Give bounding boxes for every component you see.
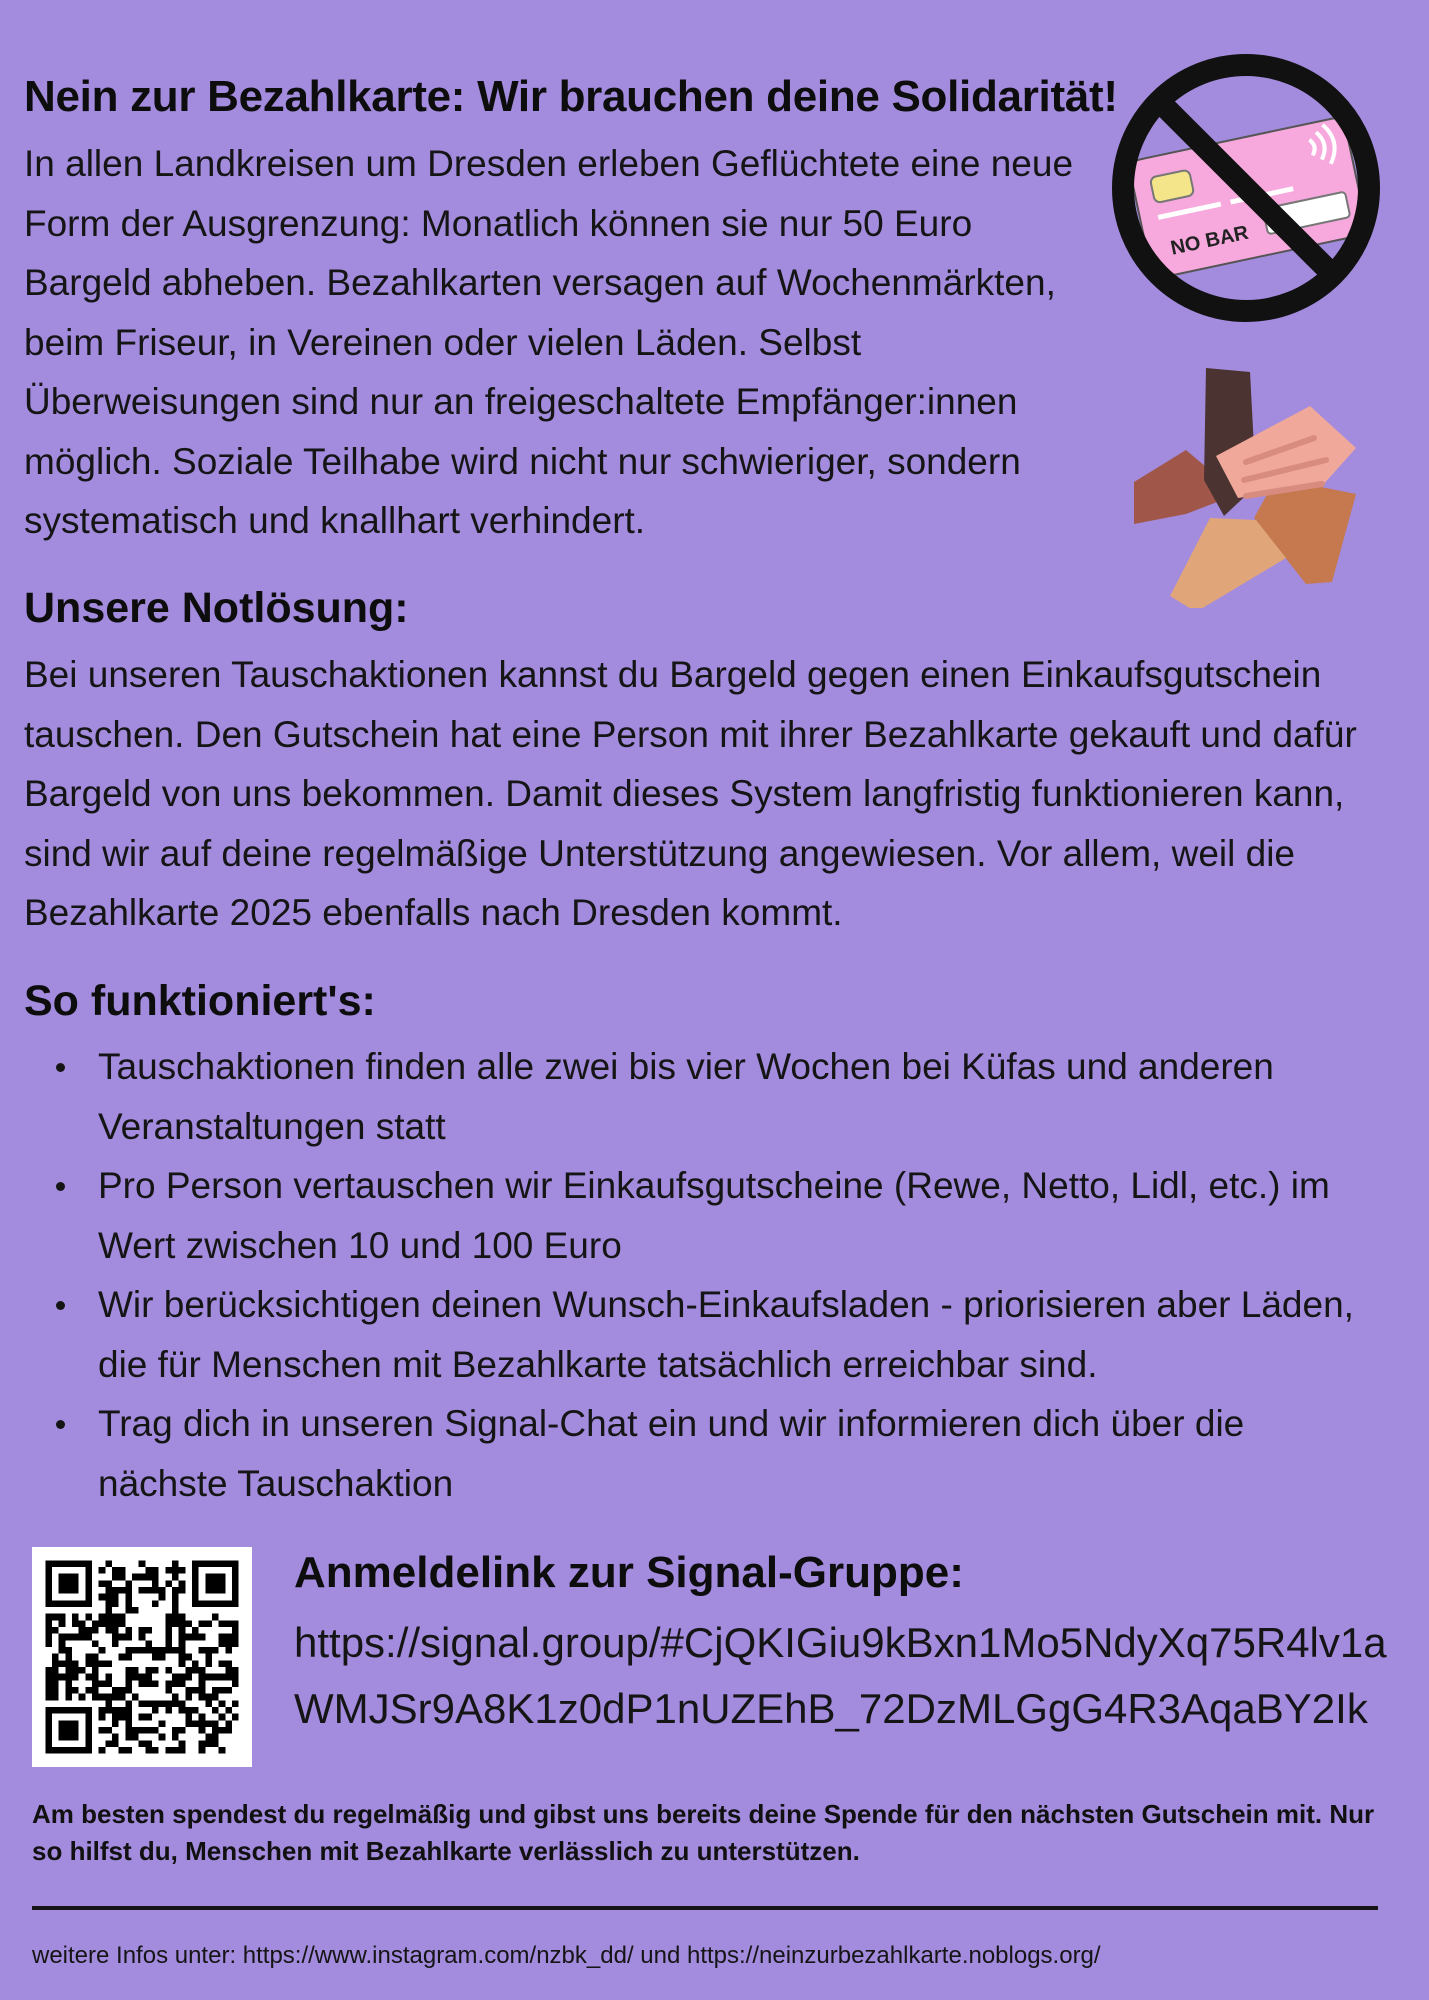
signal-group-link[interactable]: https://signal.group/#CjQKIGiu9kBxn1Mo5NdyXq75R4lv1aWMJSr9A8K1z0dP1nUZEhB_72DzMLGgG4R3AqaBY2Ik xyxy=(294,1619,1387,1732)
bullet-icon xyxy=(56,1063,65,1072)
list-item xyxy=(24,1037,1354,1156)
footer-info: weitere Infos unter: https://www.instagram.com/nzbk_dd/ und https://neinzurbezahlkarte.noblogs.org/ xyxy=(32,1942,1101,1969)
list-item-text: Pro Person vertauschen wir Einkaufsgutscheine (Rewe, Netto, Lidl, etc.) im Wert zwischen 10 und 100 Euro xyxy=(98,1165,1330,1266)
donation-appeal: Am besten spendest du regelmäßig und gibst uns bereits deine Spende für den nächsten Gutschein mit. Nur so hilfst du, Menschen mit Bezahlkarte verlässlich zu unterstützen. xyxy=(32,1799,1375,1866)
list-item xyxy=(24,1156,1354,1275)
solution-heading: Unsere Notlösung: xyxy=(24,584,409,632)
list-item xyxy=(24,1275,1354,1394)
bullet-icon xyxy=(56,1420,65,1429)
list-item xyxy=(24,1394,1354,1513)
solution-paragraph: Bei unseren Tauschaktionen kannst du Bargeld gegen einen Einkaufsgutschein tauschen. Den Gutschein hat eine Person mit ihrer Bezahlkarte gekauft und dafür Bargeld von uns bekommen. Damit dieses System langfristig funktionieren kann, sind wir auf deine regelmäßige Unterstützung angewiesen. Vor allem, weil die Bezahlkarte 2025 ebenfalls nach Dresden kommt. xyxy=(24,654,1357,933)
signal-heading: Anmeldelink zur Signal-Gruppe: xyxy=(294,1548,964,1597)
how-list xyxy=(24,1037,1354,1513)
intro-paragraph: In allen Landkreisen um Dresden erleben Geflüchtete eine neue Form der Ausgrenzung: Monatlich können sie nur 50 Euro Bargeld abheben. Bezahlkarten versagen auf Wochenmärkten, beim Friseur, in Vereinen oder vielen Läden. Selbst Überweisungen sind nur an freigeschaltete Empfänger:innen möglich. Soziale Teilhabe wird nicht nur schwieriger, sondern systematisch und knallhart verhindert. xyxy=(24,143,1074,541)
divider xyxy=(32,1906,1378,1910)
card-label: NO BAR xyxy=(1168,221,1251,260)
qr-code[interactable] xyxy=(32,1547,252,1767)
bullet-icon xyxy=(56,1182,65,1191)
no-card-icon xyxy=(1108,50,1384,326)
how-heading: So funktioniert's: xyxy=(24,977,376,1025)
bullet-icon xyxy=(56,1301,65,1310)
list-item-text: Tauschaktionen finden alle zwei bis vier Wochen bei Küfas und anderen Veranstaltungen statt xyxy=(98,1046,1274,1147)
solidarity-hands-icon xyxy=(1126,368,1366,608)
list-item-text: Trag dich in unseren Signal-Chat ein und wir informieren dich über die nächste Tauschaktion xyxy=(98,1403,1245,1504)
page-title: Nein zur Bezahlkarte: Wir brauchen deine Solidarität! xyxy=(24,72,1118,121)
list-item-text: Wir berücksichtigen deinen Wunsch-Einkaufsladen - priorisieren aber Läden, die für Menschen mit Bezahlkarte tatsächlich erreichbar sind. xyxy=(98,1284,1354,1385)
